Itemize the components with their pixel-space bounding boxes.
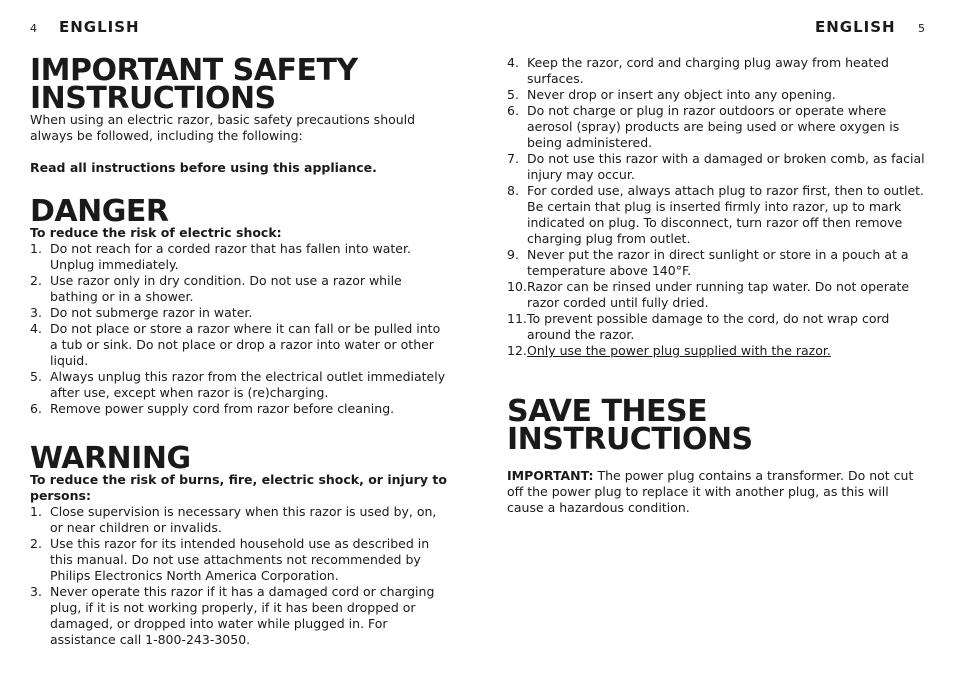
list-item-text: Remove power supply cord from razor before cleaning. — [50, 401, 395, 416]
list-item — [30, 536, 452, 584]
danger-list — [30, 241, 448, 417]
important-label: IMPORTANT: — [507, 468, 594, 483]
continued-list — [507, 55, 927, 359]
read-all-notice: Read all instructions before using this appliance. — [30, 160, 377, 175]
list-item-text: Do not use this razor with a damaged or broken comb, as facial injury may occur. — [527, 151, 925, 182]
list-item-text: Keep the razor, cord and charging plug away from heated surfaces. — [527, 55, 889, 86]
list-item — [30, 321, 448, 369]
list-item-number: 10. — [507, 279, 527, 294]
list-item — [507, 343, 927, 359]
safety-title: IMPORTANT SAFETY INSTRUCTIONS — [30, 53, 358, 116]
list-item-text: Only use the power plug supplied with the razor. — [527, 343, 831, 358]
list-item-number: 11. — [507, 311, 527, 326]
left-page-number: 4 — [30, 22, 37, 35]
list-item-number: 5. — [30, 369, 42, 384]
list-item-number: 4. — [507, 55, 519, 70]
list-item-number: 4. — [30, 321, 42, 336]
list-item — [30, 401, 448, 417]
intro-text: When using an electric razor, basic safety precautions should always be followed, including the following: — [30, 112, 416, 143]
list-item-text: Do not place or store a razor where it can fall or be pulled into a tub or sink. Do not place or drop a razor into water or other liquid. — [50, 321, 441, 368]
list-item — [30, 241, 448, 273]
list-item-text: Always unplug this razor from the electrical outlet immediately after use, except when razor is (re)charging. — [50, 369, 446, 400]
list-item-number: 6. — [507, 103, 519, 118]
list-item-text: Never put the razor in direct sunlight or store in a pouch at a temperature above 140°F. — [527, 247, 909, 278]
list-item-number: 6. — [30, 401, 42, 416]
list-item-number: 2. — [30, 273, 42, 288]
danger-heading: DANGER — [30, 194, 169, 229]
list-item — [507, 103, 927, 151]
list-item — [30, 273, 448, 305]
list-item — [507, 311, 927, 343]
important-note — [507, 468, 917, 516]
list-item-text: Use razor only in dry condition. Do not use a razor while bathing or in a shower. — [50, 273, 402, 304]
list-item-number: 5. — [507, 87, 519, 102]
list-item-text: To prevent possible damage to the cord, do not wrap cord around the razor. — [527, 311, 890, 342]
list-item-text: Use this razor for its intended household use as described in this manual. Do not use attachments not recommended by Philips Electronics North America Corporation. — [50, 536, 430, 583]
right-page-number: 5 — [918, 22, 925, 35]
important-text: The power plug contains a transformer. Do not cut off the power plug to replace it with another plug, as this will cause a hazardous condition. — [507, 468, 914, 515]
list-item — [30, 369, 448, 401]
list-item-text: Never drop or insert any object into any opening. — [527, 87, 836, 102]
list-item-number: 9. — [507, 247, 519, 262]
list-item-number: 8. — [507, 183, 519, 198]
list-item-number: 12. — [507, 343, 527, 358]
list-item — [507, 87, 927, 103]
list-item-number: 7. — [507, 151, 519, 166]
list-item — [507, 151, 927, 183]
save-instructions-title: SAVE THESE INSTRUCTIONS — [507, 394, 753, 457]
list-item — [507, 247, 927, 279]
list-item-text: Never operate this razor if it has a damaged cord or charging plug, if it is not working properly, if it has been dropped or damaged, or dropped into water while plugged in. For assistance call 1-800-243-3050. — [50, 584, 435, 647]
list-item-text: Close supervision is necessary when this razor is used by, on, or near children or invalids. — [50, 504, 437, 535]
warning-subheading: To reduce the risk of burns, fire, electric shock, or injury to persons: — [30, 472, 447, 503]
list-item-number: 3. — [30, 584, 42, 599]
warning-list — [30, 504, 452, 648]
list-item — [30, 305, 448, 321]
list-item-text: For corded use, always attach plug to razor first, then to outlet. Be certain that plug is inserted firmly into razor, up to mark indicated on plug. To disconnect, turn razor off then remove charging plug from outlet. — [527, 183, 925, 246]
danger-subheading: To reduce the risk of electric shock: — [30, 225, 282, 240]
list-item — [507, 279, 927, 311]
list-item-text: Razor can be rinsed under running tap water. Do not operate razor corded until fully dried. — [527, 279, 910, 310]
list-item — [507, 183, 927, 247]
list-item-text: Do not reach for a corded razor that has fallen into water. Unplug immediately. — [50, 241, 411, 272]
list-item-number: 1. — [30, 241, 42, 256]
list-item — [30, 504, 452, 536]
warning-heading: WARNING — [30, 441, 191, 476]
left-language-label: ENGLISH — [59, 18, 140, 36]
list-item-text: Do not submerge razor in water. — [50, 305, 253, 320]
list-item — [507, 55, 927, 87]
list-item-number: 2. — [30, 536, 42, 551]
list-item-number: 3. — [30, 305, 42, 320]
right-language-label: ENGLISH — [815, 18, 896, 36]
list-item-number: 1. — [30, 504, 42, 519]
list-item — [30, 584, 452, 648]
list-item-text: Do not charge or plug in razor outdoors or operate where aerosol (spray) products are being used or where oxygen is being administered. — [527, 103, 900, 150]
